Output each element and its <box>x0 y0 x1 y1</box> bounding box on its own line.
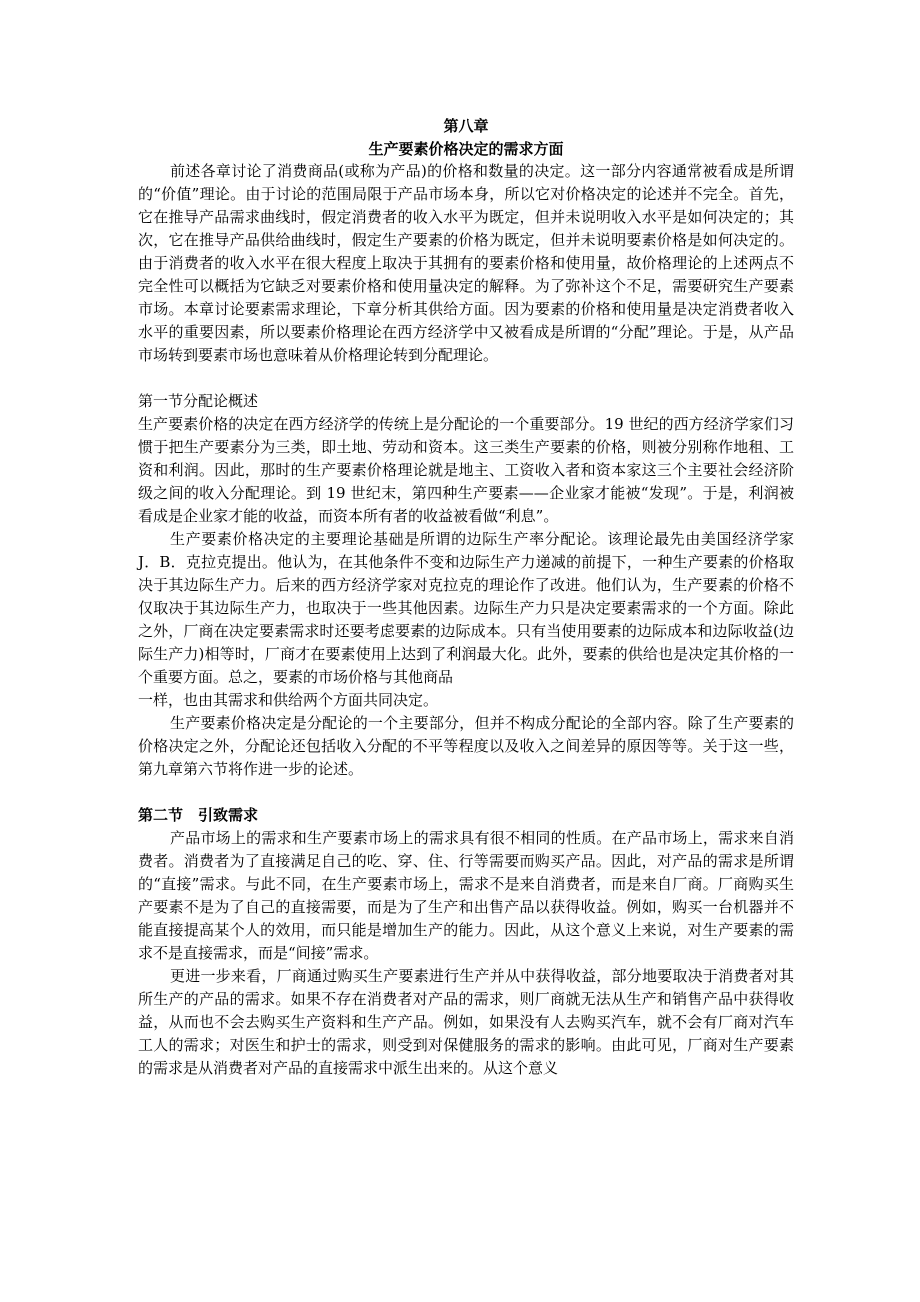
chapter-subtitle: 生产要素价格决定的需求方面 <box>368 140 564 158</box>
section-1-paragraph: 一样，也由其需求和供给两个方面共同决定。 <box>138 691 439 709</box>
spacer <box>138 367 794 390</box>
chapter-title: 第八章 <box>443 117 489 135</box>
spacer <box>138 781 794 804</box>
section-1-paragraph: 生产要素价格决定的主要理论基础是所谓的边际生产率分配论。该理论最先由美国经济学家 J．B．克拉克提出。他认为，在其他条件不变和边际生产力递减的前提下，一种生产要素的价格取决于其边际生产力。后来的西方经济学家对克拉克的理论作了改进。他们认为，生产要素的价格不仅取决于其边际生产力，也取决于一些其他因素。边际生产力只是决定要素需求的一个方面。除此之外，厂商在决定要素需求时还要考虑要素的边际成本。只有当使用要素的边际成本和边际收益(边际生产力)相等时，厂商才在要素使用上达到了利润最大化。此外，要素的供给也是决定其价格的一个重要方面。总之，要素的市场价格与其他商品 <box>138 530 794 686</box>
section-2-paragraph: 更进一步来看，厂商通过购买生产要素进行生产并从中获得收益，部分地要取决于消费者对其所生产的产品的需求。如果不存在消费者对产品的需求，则厂商就无法从生产和销售产品中获得收益，从而也不会去购买生产资料和生产产品。例如，如果没有人去购买汽车，就不会有厂商对汽车工人的需求；对医生和护士的需求，则受到对保健服务的需求的影响。由此可见，厂商对生产要素的需求是从消费者对产品的直接需求中派生出来的。从这个意义 <box>138 967 794 1077</box>
section-1-heading: 第一节分配论概述 <box>138 392 259 410</box>
intro-paragraph: 前述各章讨论了消费商品(或称为产品)的价格和数量的决定。这一部分内容通常被看成是所谓的“价值”理论。由于讨论的范围局限于产品市场本身，所以它对价格决定的论述并不完全。首先，它在推导产品需求曲线时，假定消费者的收入水平为既定，但并未说明收入水平是如何决定的；其次，它在推导产品供给曲线时，假定生产要素的价格为既定，但并未说明要素价格是如何决定的。由于消费者的收入水平在很大程度上取决于其拥有的要素价格和使用量，故价格理论的上述两点不完全性可以概括为它缺乏对要素价格和使用量决定的解释。为了弥补这个不足，需要研究生产要素市场。本章讨论要素需求理论，下章分析其供给方面。因为要素的价格和使用量是决定消费者收入水平的重要因素，所以要素价格理论在西方经济学中又被看成是所谓的“分配”理论。于是，从产品市场转到要素市场也意味着从价格理论转到分配理论。 <box>138 162 794 364</box>
section-2-paragraph: 产品市场上的需求和生产要素市场上的需求具有很不相同的性质。在产品市场上，需求来自消费者。消费者为了直接满足自己的吃、穿、住、行等需要而购买产品。因此，对产品的需求是所谓的“直接”需求。与此不同，在生产要素市场上，需求不是来自消费者，而是来自厂商。厂商购买生产要素不是为了自己的直接需要，而是为了生产和出售产品以获得收益。例如，购买一台机器并不能直接提高某个人的效用，而只能是增加生产的能力。因此，从这个意义上来说，对生产要素的需求不是直接需求，而是“间接”需求。 <box>138 829 794 962</box>
section-1-paragraph: 生产要素价格决定是分配论的一个主要部分，但并不构成分配论的全部内容。除了生产要素的价格决定之外，分配论还包括收入分配的不平等程度以及收入之间差异的原因等等。关于这一些，第九章第六节将作进一步的论述。 <box>138 714 794 778</box>
section-1-paragraph: 生产要素价格的决定在西方经济学的传统上是分配论的一个重要部分。19 世纪的西方经济学家们习惯于把生产要素分为三类，即土地、劳动和资本。这三类生产要素的价格，则被分别称作地租、工资和利润。因此，那时的生产要素价格理论就是地主、工资收入者和资本家这三个主要社会经济阶级之间的收入分配理论。到 19 世纪末，第四种生产要素——企业家才能被“发现”。于是，利润被看成是企业家才能的收益，而资本所有者的收益被看做“利息”。 <box>138 415 794 525</box>
document-page <box>138 116 794 1080</box>
section-2-heading: 第二节 引致需求 <box>138 806 259 824</box>
